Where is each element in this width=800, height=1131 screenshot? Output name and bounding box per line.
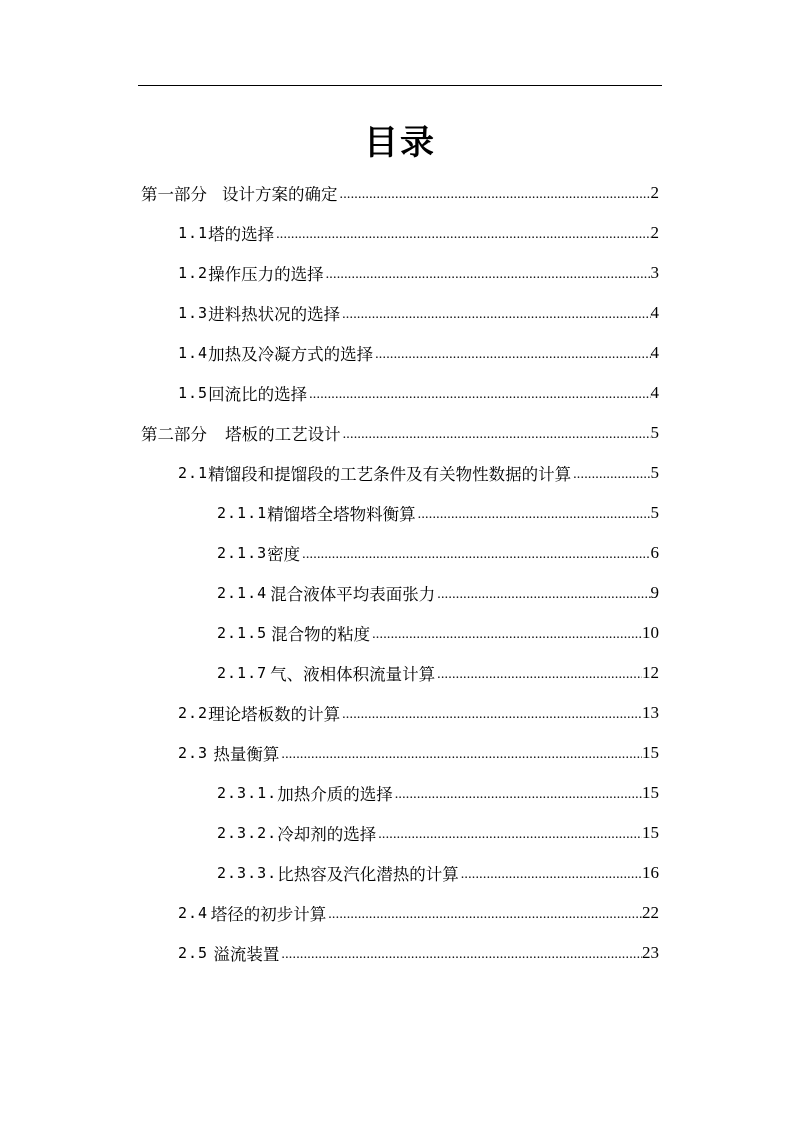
toc-entry-page: 23: [642, 943, 659, 962]
dot-leader: [416, 508, 651, 522]
toc-entry-number: 1.4: [178, 344, 209, 362]
toc-entry-page: 16: [642, 863, 659, 882]
dot-leader: [459, 868, 642, 882]
toc-entry-label: 加热介质的选择: [277, 785, 393, 804]
dot-leader: [435, 588, 650, 602]
dot-leader: [338, 188, 651, 202]
dot-leader: [307, 388, 650, 402]
toc-entry-page: 4: [650, 343, 659, 362]
dot-leader: [274, 228, 650, 242]
toc-entry-label: 比热容及汽化潜热的计算: [277, 865, 459, 884]
toc-entry-2-4[interactable]: [178, 893, 659, 933]
toc-entry-label: 加热及冷凝方式的选择: [208, 345, 374, 364]
dot-leader: [571, 468, 650, 482]
dot-leader: [376, 828, 642, 842]
toc-entry-page: 12: [642, 663, 659, 682]
toc-entry-1-1[interactable]: [178, 213, 659, 253]
toc-entry-page: 3: [650, 263, 659, 282]
dot-leader: [279, 948, 642, 962]
toc-entry-number: 2.5: [178, 944, 209, 962]
toc-entry-2-1-1[interactable]: [217, 493, 659, 533]
toc-entry-page: 6: [650, 543, 659, 562]
toc-entry-page: 5: [650, 503, 659, 522]
toc-entry-page: 2: [650, 223, 659, 242]
toc-entry-page: 13: [642, 703, 659, 722]
toc-entry-1-4[interactable]: [178, 333, 659, 373]
toc-entry-number: 1.5: [178, 384, 209, 402]
dot-leader: [370, 628, 642, 642]
toc-entry-page: 5: [650, 463, 659, 482]
dot-leader: [300, 548, 650, 562]
toc-entry-2-5[interactable]: [178, 933, 659, 973]
toc-entry-page: 10: [642, 623, 659, 642]
toc-entry-2-1-7[interactable]: [217, 653, 659, 693]
toc-entry-label: 第二部分: [141, 425, 207, 444]
toc-entry-2-1[interactable]: [178, 453, 659, 493]
toc-entry-label: 回流比的选择: [208, 385, 308, 404]
toc-entry-page: 9: [650, 583, 659, 602]
toc-entry-number: 2.1.1: [217, 504, 268, 522]
toc-entry-number: 2.1: [178, 464, 209, 482]
toc-entry-label: 操作压力的选择: [208, 265, 324, 284]
dot-leader: [393, 788, 642, 802]
toc-entry-label: 混合液体平均表面张力: [270, 585, 436, 604]
dot-leader: [340, 708, 642, 722]
toc-entry-part-2[interactable]: [141, 413, 659, 453]
toc-entry-number: 1.2: [178, 264, 209, 282]
header-rule: [138, 85, 662, 86]
toc-entry-number: 2.2: [178, 704, 209, 722]
toc-entry-label: 精馏塔全塔物料衡算: [267, 505, 416, 524]
toc-entry-page: 5: [650, 423, 659, 442]
toc-entry-2-3-3[interactable]: [217, 853, 659, 893]
toc-entry-2-1-4[interactable]: [217, 573, 659, 613]
toc-entry-page: 15: [642, 783, 659, 802]
toc-entry-label: 塔径的初步计算: [210, 905, 327, 924]
toc-entry-label: 塔的选择: [208, 225, 275, 244]
toc-entry-label: 密度: [267, 545, 301, 564]
dot-leader: [373, 348, 650, 362]
toc-entry-2-3[interactable]: [178, 733, 659, 773]
toc-entry-2-1-3[interactable]: [217, 533, 659, 573]
toc-entry-label: 进料热状况的选择: [208, 305, 341, 324]
dot-leader: [279, 748, 642, 762]
toc-entry-label: 热量衡算: [213, 745, 280, 764]
toc-entry-label: 溢流装置: [213, 945, 280, 964]
page-title: 目录: [364, 123, 436, 163]
toc-entry-label: 气、液相体积流量计算: [270, 665, 436, 684]
toc-entry-2-3-2[interactable]: [217, 813, 659, 853]
toc-entry-label: 精馏段和提馏段的工艺条件及有关物性数据的计算: [208, 465, 572, 484]
toc-entry-number: 2.1.3: [217, 544, 268, 562]
toc-entry-number: 2.3.2.: [217, 824, 278, 842]
toc-entry-page: 4: [650, 383, 659, 402]
toc-entry-page: 22: [642, 903, 659, 922]
dot-leader: [435, 668, 642, 682]
toc-entry-number: 2.1.7: [217, 664, 268, 682]
toc-entry-number: 2.1.4: [217, 584, 268, 602]
toc-entry-number: 2.3.3.: [217, 864, 278, 882]
toc-entry-2-3-1[interactable]: [217, 773, 659, 813]
toc-entry-label: 第一部分: [141, 185, 207, 204]
toc-entry-subtitle: 设计方案的确定: [222, 185, 338, 204]
toc-entry-number: 2.3: [178, 744, 209, 762]
toc-entry-1-5[interactable]: [178, 373, 659, 413]
toc-entry-2-2[interactable]: [178, 693, 659, 733]
toc-entry-number: 2.1.5: [217, 624, 268, 642]
toc-entry-page: 15: [642, 823, 659, 842]
dot-leader: [341, 428, 651, 442]
toc-entry-part-1[interactable]: [141, 173, 659, 213]
toc-entry-number: 2.3.1.: [217, 784, 278, 802]
toc-entry-page: 2: [650, 183, 659, 202]
dot-leader: [340, 308, 650, 322]
toc-entry-label: 混合物的粘度: [271, 625, 371, 644]
toc-entry-1-2[interactable]: [178, 253, 659, 293]
toc-entry-1-3[interactable]: [178, 293, 659, 333]
toc-entry-label: 冷却剂的选择: [277, 825, 377, 844]
toc-entry-number: 1.1: [178, 224, 209, 242]
toc-entry-label: 理论塔板数的计算: [208, 705, 341, 724]
toc-entry-number: 2.4: [178, 904, 209, 922]
toc-entry-number: 1.3: [178, 304, 209, 322]
toc-entry-2-1-5[interactable]: [217, 613, 659, 653]
toc-entry-page: 15: [642, 743, 659, 762]
toc-entry-page: 4: [650, 303, 659, 322]
dot-leader: [326, 908, 642, 922]
toc-entry-subtitle: 塔板的工艺设计: [225, 425, 341, 444]
dot-leader: [324, 268, 651, 282]
